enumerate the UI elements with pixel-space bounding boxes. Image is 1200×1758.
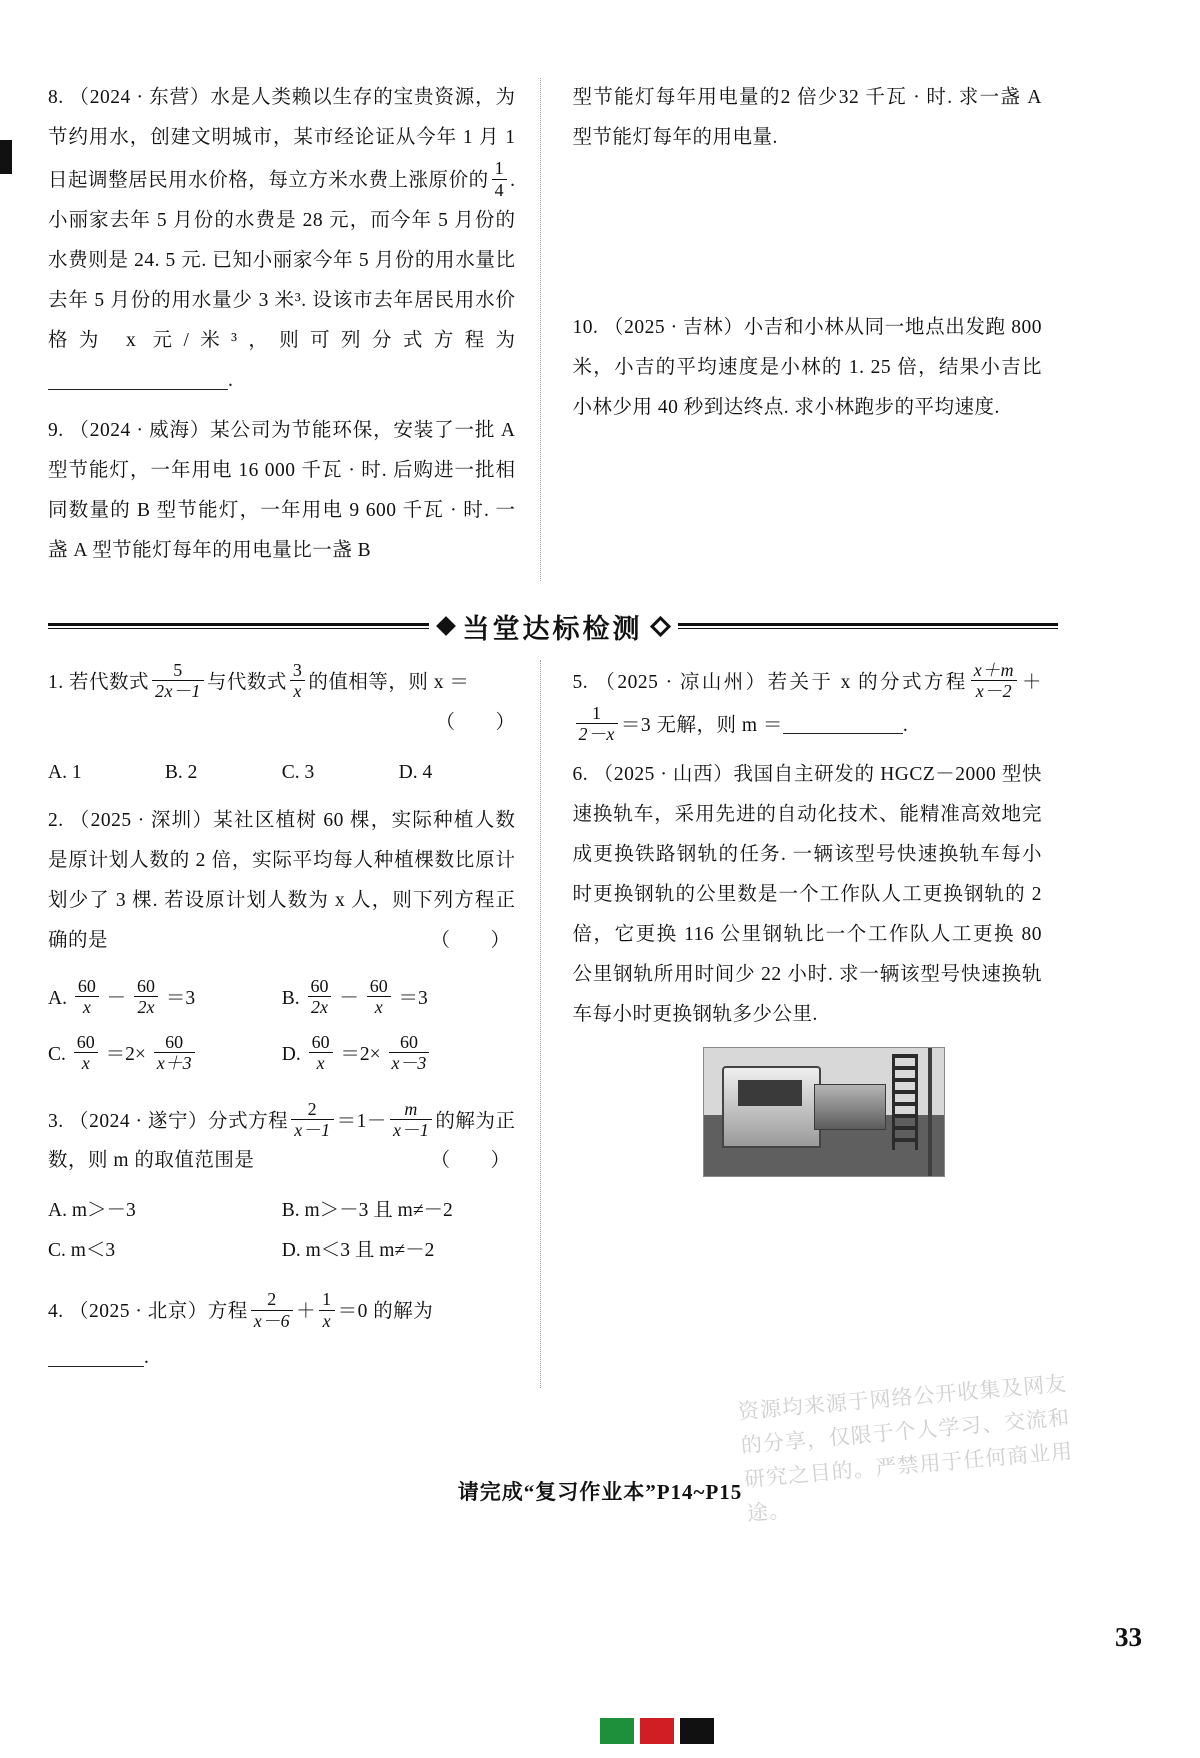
question-8 (48, 78, 516, 401)
quiz-q3-stem-b: ＝1－ (336, 1110, 387, 1132)
quiz-q1-stem-a: 若代数式 (69, 671, 150, 693)
q2a-eq: ＝3 (165, 987, 196, 1009)
quiz-q1-choice-b[interactable]: B. 2 (164, 761, 198, 783)
quiz-left-column (48, 660, 541, 1388)
quiz-q3-answer-paren[interactable]: （ ） (430, 1150, 511, 1172)
quiz-question-1 (48, 660, 516, 743)
quiz-q2-choices (48, 971, 516, 1083)
fraction-one-quarter: $\frac{1}{4}$ (492, 158, 507, 200)
color-bar-red (640, 1718, 674, 1744)
quiz-question-2 (48, 801, 516, 961)
q5-frac2: $\frac{1}{2-x}$ (576, 703, 618, 745)
edge-mark (0, 140, 12, 174)
page-number: 33 (1115, 1622, 1142, 1652)
question-8-period: . (228, 369, 234, 391)
fraction-5-over-2x-minus-1: $\frac{5}{2x-1}$ (152, 660, 204, 702)
quiz-q2-answer-paren[interactable]: （ ） (430, 929, 511, 951)
quiz-question-5 (573, 660, 1043, 746)
quiz-q4-stem-b: ＋ (296, 1301, 317, 1323)
quiz-q3-choice-a[interactable]: A. m＞－3 (48, 1200, 136, 1222)
quiz-question-3-number: 3. (48, 1110, 64, 1132)
q2d-frac1: $\frac{60}{x}$ (309, 1032, 333, 1074)
section-header (48, 607, 1058, 646)
quiz-q6-stem: （2025 · 山西）我国自主研发的 HGCZ－2000 型快速换轨车，采用先进的自动化技术、能精准高效地完成更换铁路钢轨的任务. 一辆该型号快速换轨车每小时更换钢轨的公里数是一个工作队人工更换钢轨的 2 倍，它更换 116 公里钢轨比一个工作队人工更换 80 公里钢轨所用时间少 22 小时. 求一辆该型号快速换轨车每小时更换钢轨多少公里. (572, 764, 1042, 1026)
q2c-frac2: $\frac{60}{x+3}$ (154, 1032, 195, 1074)
question-8-answer-blank[interactable] (48, 369, 228, 390)
q2a-op: － (106, 987, 127, 1009)
q2b-eq: ＝3 (398, 987, 428, 1009)
top-section (48, 78, 1058, 581)
question-8-text-part1: （2024 · 东营）水是人类赖以生存的宝贵资源，为节约用水，创建文明城市，某市经论证从今年 1 月 1 日起调整居民用水价格，每立方米水费上涨原价的 (48, 87, 516, 191)
quiz-q3-choice-b[interactable]: B. m＞－3 且 m≠－2 (281, 1200, 453, 1222)
diamond-icon-right (649, 616, 670, 637)
quiz-question-4-number: 4. (48, 1301, 64, 1323)
fraction-3-over-x: $\frac{3}{x}$ (290, 660, 305, 702)
quiz-q4-period: . (144, 1347, 150, 1369)
photo-ladder (892, 1054, 918, 1150)
section-rule-right (678, 623, 1059, 629)
question-8-number: 8. (48, 87, 64, 108)
quiz-question-6-number: 6. (572, 764, 589, 786)
q4-frac2: $\frac{1}{x}$ (319, 1289, 334, 1331)
photo-locomotive (722, 1066, 821, 1148)
q2b-frac2: $\frac{60}{x}$ (367, 976, 391, 1018)
quiz-q2-choice-a-label: A. (48, 987, 67, 1009)
quiz-q2-choice-b-label: B. (281, 987, 300, 1009)
quiz-q2-stem: （2025 · 深圳）某社区植树 60 棵，实际种植人数是原计划人数的 2 倍，实际平均每人种植棵数比原计划少了 3 棵. 若设原计划人数为 x 人，则下列方程正确的是 (48, 809, 516, 951)
question-9 (48, 411, 516, 571)
top-right-column (541, 78, 1059, 581)
quiz-q2-choice-b[interactable] (282, 971, 516, 1027)
q2d-frac2: $\frac{60}{x-3}$ (389, 1032, 430, 1074)
quiz-q4-stem-c: ＝0 的解为 (337, 1301, 434, 1323)
q2d-op: ＝2× (340, 1043, 381, 1065)
question-9-continued-text: 型节能灯每年用电量的2 倍少32 千瓦 · 时. 求一盏 A 型节能灯每年的用电量. (572, 87, 1042, 148)
quiz-q3-choice-d[interactable]: D. m＜3 且 m≠－2 (281, 1240, 435, 1262)
color-bars (600, 1718, 720, 1744)
q2a-frac2: $\frac{60}{2x}$ (134, 976, 158, 1018)
top-left-column (48, 78, 541, 581)
question-8-text-part2: . 小丽家去年 5 月份的水费是 28 元，而今年 5 月份的水费则是 24. 5 元. 已知小丽家今年 5 月份的用水量比去年 5 月份的用水量少 3 米³. 设该市去年居民用水价格为 x 元/米³，则可列分式方程为 (48, 169, 516, 351)
question-9-text: （2024 · 威海）某公司为节能环保，安装了一批 A 型节能灯，一年用电 16 000 千瓦 · 时. 后购进一批相同数量的 B 型节能灯，一年用电 9 600 千瓦 · 时. 一盏 A 型节能灯每年的用电量比一盏 B (48, 419, 516, 561)
q2b-op: － (339, 987, 359, 1009)
section-rule-left (48, 623, 429, 629)
quiz-q1-choice-a[interactable]: A. 1 (48, 761, 82, 783)
quiz-q1-answer-paren[interactable]: （ ） (435, 711, 516, 733)
q4-frac1: $\frac{2}{x-6}$ (251, 1289, 293, 1331)
quiz-question-2-number: 2. (48, 809, 64, 831)
quiz-q3-stem-a: （2024 · 遂宁）分式方程 (69, 1110, 289, 1132)
diamond-icon-left (436, 616, 456, 636)
quiz-q2-choice-d-label: D. (281, 1043, 301, 1065)
quiz-q1-choices (48, 753, 516, 793)
quiz-q2-choice-d[interactable] (282, 1027, 516, 1083)
section-title: 当堂达标检测 (462, 613, 643, 644)
quiz-q5-stem-c: ＝3 无解，则 m ＝ (620, 714, 783, 736)
quiz-q5-period: . (902, 714, 909, 736)
footer-note: 请完成“复习作业本”P14~P15 (457, 1480, 743, 1504)
q2b-frac1: $\frac{60}{2x}$ (308, 976, 332, 1018)
q3-frac1: $\frac{2}{x-1}$ (291, 1099, 333, 1141)
q2c-frac1: $\frac{60}{x}$ (74, 1032, 98, 1074)
question-9-continued (573, 78, 1043, 158)
quiz-q1-choice-d[interactable]: D. 4 (398, 761, 433, 783)
quiz-section (48, 660, 1058, 1388)
watermark: 资源均来源于网络公开收集及网友的分享，仅限于个人学习、交流和研究之目的。严禁用于任何商业用途。 (737, 1371, 1074, 1526)
quiz-q1-stem-b: 与代数式 (206, 671, 287, 693)
quiz-question-3 (48, 1099, 516, 1182)
q2a-frac1: $\frac{60}{x}$ (75, 976, 99, 1018)
quiz-right-column (541, 660, 1059, 1388)
quiz-question-4 (48, 1289, 516, 1378)
page-content (48, 78, 1058, 1388)
quiz-q4-stem-a: （2025 · 北京）方程 (69, 1301, 248, 1323)
quiz-q2-choice-c-label: C. (48, 1043, 66, 1065)
quiz-q3-stem-c: 的解为正数，则 m 的取值范围是 (48, 1110, 516, 1172)
quiz-q5-answer-blank[interactable] (783, 713, 903, 734)
question-10-text: （2025 · 吉林）小吉和小林从同一地点出发跑 800 米，小吉的平均速度是小林的 1. 25 倍，结果小吉比小林少用 40 秒到达终点. 求小林跑步的平均速度. (572, 317, 1043, 418)
quiz-q1-choice-c[interactable]: C. 3 (281, 761, 315, 783)
quiz-question-5-number: 5. (572, 671, 589, 693)
quiz-q3-choices (48, 1191, 516, 1271)
quiz-q3-choice-c[interactable]: C. m＜3 (48, 1240, 116, 1262)
question-9-number: 9. (48, 419, 64, 441)
quiz-q2-choice-c[interactable] (48, 1027, 282, 1083)
quiz-q5-stem-a: （2025 · 凉山州）若关于 x 的分式方程 (595, 671, 968, 693)
q2c-op: ＝2× (105, 1043, 146, 1065)
quiz-question-1-number: 1. (48, 671, 64, 693)
quiz-q4-answer-line (48, 1338, 516, 1378)
color-bar-green (600, 1718, 634, 1744)
question-10-number: 10. (572, 317, 599, 338)
photo-pole (928, 1048, 932, 1176)
question-10 (573, 308, 1043, 428)
quiz-q1-stem-c: 的值相等，则 x ＝ (308, 671, 470, 693)
photo-rail-car (814, 1084, 886, 1130)
train-photo (703, 1047, 945, 1177)
q3-frac2: $\frac{m}{x-1}$ (390, 1099, 432, 1141)
color-bar-black (680, 1718, 714, 1744)
quiz-q2-choice-a[interactable] (48, 971, 282, 1027)
quiz-q5-stem-b: ＋ (1020, 671, 1042, 693)
q5-frac1: $\frac{x+m}{x-2}$ (971, 660, 1017, 702)
quiz-q4-answer-blank[interactable] (48, 1346, 144, 1367)
quiz-question-6 (573, 755, 1043, 1035)
